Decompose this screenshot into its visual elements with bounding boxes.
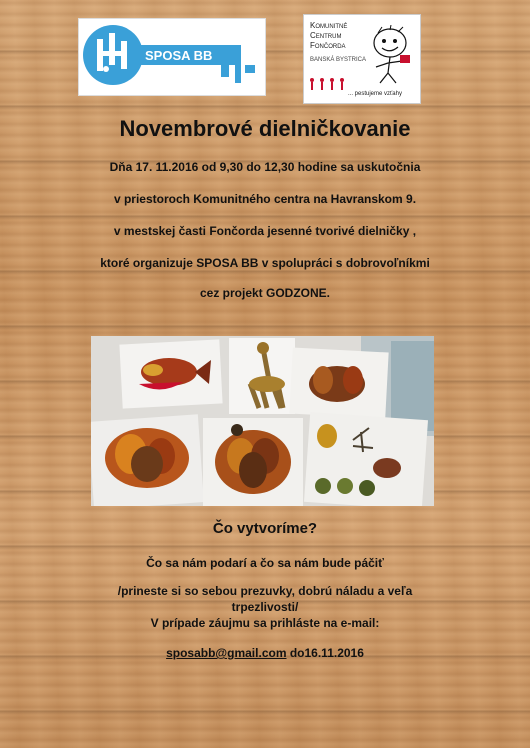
intro-line-4: ktoré organizuje SPOSA BB v spolupráci s dobrovoľníkmi <box>100 256 430 270</box>
intro-line-1: Dňa 17. 11.2016 od 9,30 do 12,30 hodine sa uskutočnia <box>109 160 421 174</box>
intro-line-5: cez projekt GODZONE. <box>199 286 331 300</box>
email-link[interactable]: sposabb@gmail.com <box>166 646 287 660</box>
intro-line-3: v mestskej časti Fončorda jesenné tvorivé dielničky , <box>113 224 417 238</box>
page-title: Novembrové dielničkovanie <box>119 116 411 141</box>
contact-line <box>0 646 530 660</box>
bottom-line-1: Čo sa nám podarí a čo sa nám bude páčiť <box>146 556 384 570</box>
sposa-bb-logo <box>78 18 266 96</box>
bottom-line-2: /prineste si so sebou prezuvky, dobrú náladu a veľa <box>117 584 413 598</box>
logo-tagline: ... pestujeme vzťahy <box>348 91 402 97</box>
kc-foncorda-logo <box>303 14 421 104</box>
logo-city: BANSKÁ BYSTRICA <box>310 57 367 63</box>
leaf-art-photo <box>91 336 434 506</box>
deadline-text: do16.11.2016 <box>286 646 364 660</box>
intro-line-2: v priestoroch Komunitného centra na Havranskom 9. <box>113 192 417 206</box>
leaf-artworks-image <box>91 336 434 506</box>
logo-org-name: Komunitné Centrum Fončorda <box>310 21 348 50</box>
smiling-figure-icon <box>370 25 416 89</box>
section-title: Čo vytvoríme? <box>212 520 318 537</box>
logo-text: SPOSA BB <box>145 48 213 63</box>
people-icon <box>308 77 352 91</box>
bottom-line-4: V prípade záujmu sa prihláste na e-mail: <box>150 616 380 630</box>
bottom-line-3: trpezlivosti/ <box>231 600 299 614</box>
